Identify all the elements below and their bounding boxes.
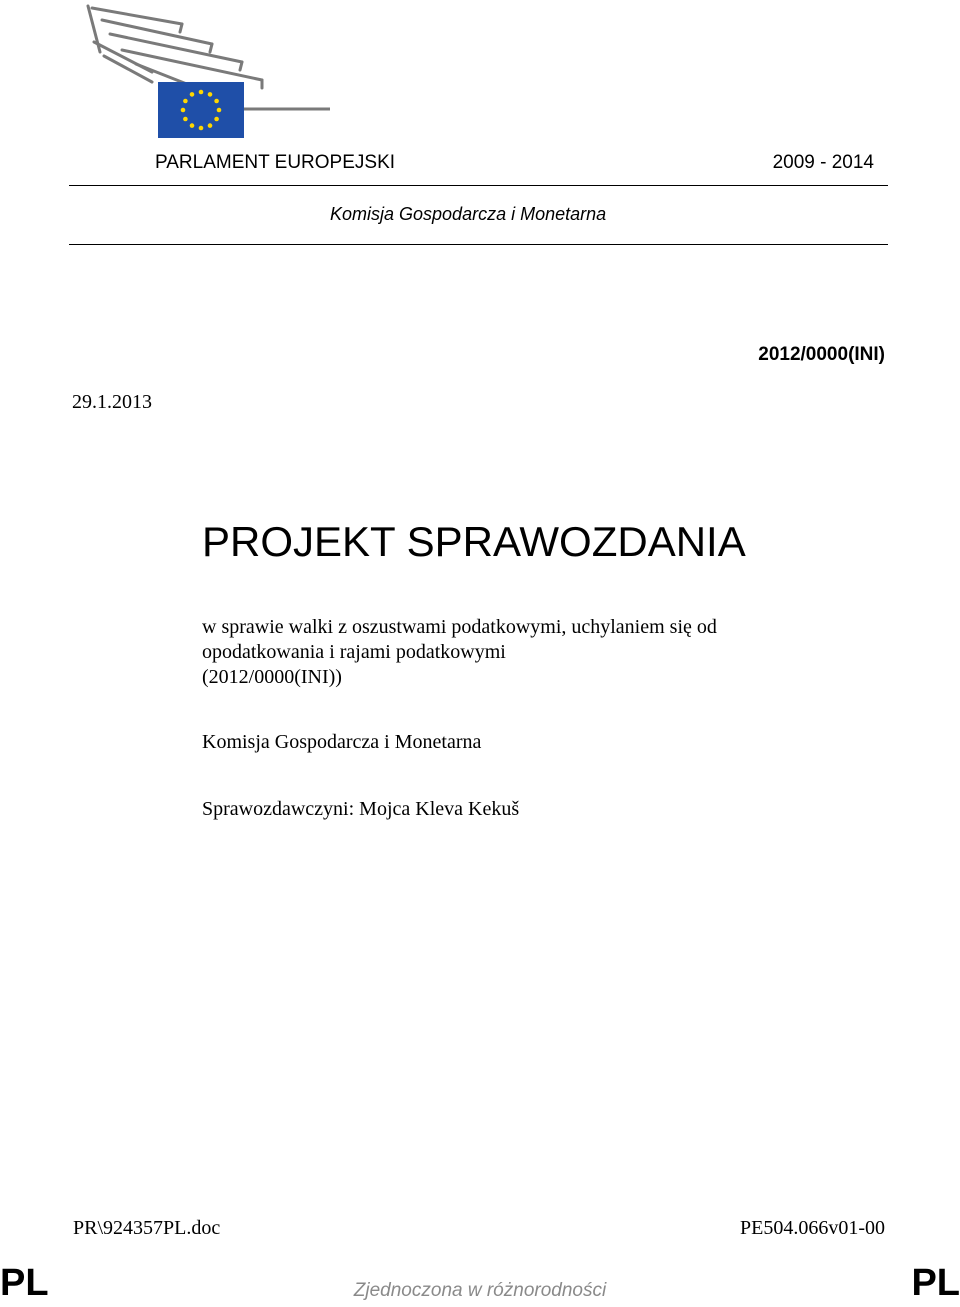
subject-line: opodatkowania i rajami podatkowymi (202, 641, 506, 663)
institution-name: PARLAMENT EUROPEJSKI (155, 152, 396, 173)
header-divider-top (69, 185, 888, 186)
file-reference: PR\924357PL.doc (73, 1217, 221, 1239)
header-divider-bottom (69, 244, 888, 245)
procedure-reference: 2012/0000(INI) (758, 344, 885, 365)
rapporteur: Sprawozdawczyni: Mojca Kleva Kekuš (202, 798, 520, 820)
header-committee: Komisja Gospodarcza i Monetarna (330, 204, 607, 224)
subject-line: (2012/0000(INI)) (202, 666, 342, 688)
eu-motto: Zjednoczona w różnorodności (353, 1280, 607, 1301)
language-code-left: PL (0, 1262, 49, 1304)
pe-reference: PE504.066v01-00 (740, 1217, 885, 1239)
subject-line: w sprawie walki z oszustwami podatkowymi, uchylaniem się od (202, 616, 717, 638)
document-subject (202, 615, 717, 690)
language-code-right: PL (911, 1262, 960, 1304)
document-title: PROJEKT SPRAWOZDANIA (202, 518, 746, 565)
responsible-committee: Komisja Gospodarcza i Monetarna (202, 731, 482, 753)
european-parliament-logo (82, 2, 342, 142)
document-date: 29.1.2013 (72, 391, 152, 413)
parliamentary-term: 2009 - 2014 (772, 152, 874, 173)
